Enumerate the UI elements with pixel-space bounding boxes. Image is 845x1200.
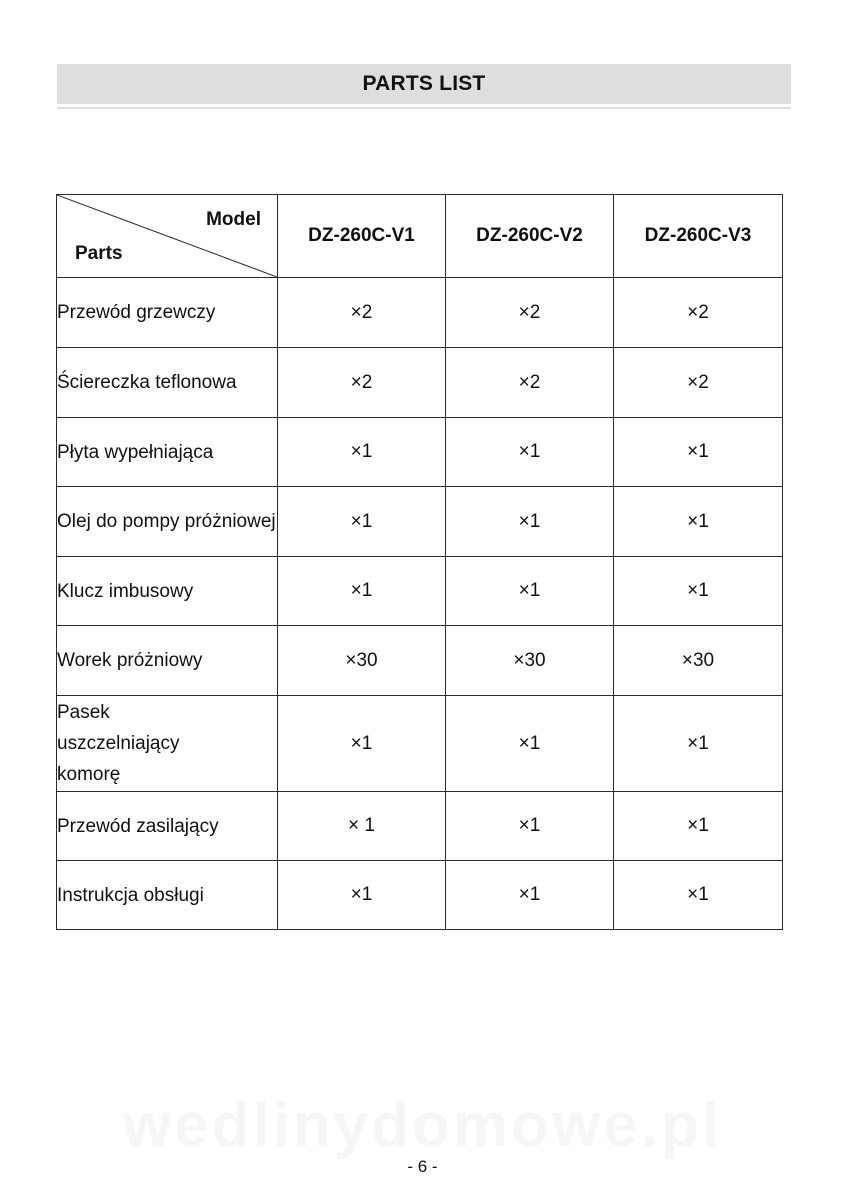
quantity-cell: ×2	[614, 348, 783, 418]
parts-header-label: Parts	[75, 243, 123, 264]
quantity-cell: ×30	[614, 626, 783, 696]
part-name-cell: Olej do pompy próżniowej	[57, 487, 278, 557]
quantity-cell: ×1	[278, 418, 446, 487]
quantity-cell: ×1	[278, 557, 446, 626]
model-header-label: Model	[206, 209, 261, 230]
table-row	[57, 626, 783, 696]
table-row	[57, 557, 783, 626]
corner-header-cell	[57, 195, 278, 278]
part-name-cell: Klucz imbusowy	[57, 557, 278, 626]
quantity-cell: ×1	[446, 418, 614, 487]
table-row	[57, 418, 783, 487]
quantity-cell: ×1	[278, 487, 446, 557]
quantity-cell: ×30	[278, 626, 446, 696]
part-name-cell: Ściereczka teflonowa	[57, 348, 278, 418]
quantity-cell: ×1	[446, 487, 614, 557]
quantity-cell: ×2	[446, 348, 614, 418]
quantity-cell: ×1	[446, 696, 614, 792]
quantity-cell: ×1	[446, 861, 614, 930]
watermark: wedlinydomowe.pl	[122, 1091, 723, 1160]
table-row	[57, 348, 783, 418]
quantity-cell: ×1	[446, 792, 614, 861]
quantity-cell: ×2	[614, 278, 783, 348]
quantity-cell: ×1	[614, 696, 783, 792]
table-row	[57, 487, 783, 557]
quantity-cell: ×1	[278, 861, 446, 930]
quantity-cell: × 1	[278, 792, 446, 861]
table-row	[57, 792, 783, 861]
quantity-cell: ×1	[614, 487, 783, 557]
table-header-row	[57, 195, 783, 278]
title-underline	[57, 107, 791, 109]
quantity-cell: ×1	[614, 557, 783, 626]
part-name-cell: Pasek uszczelniający komorę	[57, 696, 278, 792]
quantity-cell: ×1	[614, 418, 783, 487]
model-column-header: DZ-260C-V2	[446, 195, 614, 278]
quantity-cell: ×2	[278, 278, 446, 348]
part-name-cell: Przewód zasilający	[57, 792, 278, 861]
quantity-cell: ×1	[614, 861, 783, 930]
quantity-cell: ×2	[446, 278, 614, 348]
page-title: PARTS LIST	[362, 72, 486, 95]
table-row	[57, 861, 783, 930]
part-name-cell: Worek próżniowy	[57, 626, 278, 696]
table-row	[57, 278, 783, 348]
quantity-cell: ×1	[278, 696, 446, 792]
table-row	[57, 696, 783, 792]
quantity-cell: ×2	[278, 348, 446, 418]
title-bar	[57, 64, 791, 104]
quantity-cell: ×1	[614, 792, 783, 861]
page-number: - 6 -	[407, 1157, 438, 1176]
model-column-header: DZ-260C-V1	[278, 195, 446, 278]
parts-table	[56, 194, 783, 930]
part-name-cell: Płyta wypełniająca	[57, 418, 278, 487]
part-name-cell: Instrukcja obsługi	[57, 861, 278, 930]
quantity-cell: ×1	[446, 557, 614, 626]
quantity-cell: ×30	[446, 626, 614, 696]
model-column-header: DZ-260C-V3	[614, 195, 783, 278]
part-name-cell: Przewód grzewczy	[57, 278, 278, 348]
